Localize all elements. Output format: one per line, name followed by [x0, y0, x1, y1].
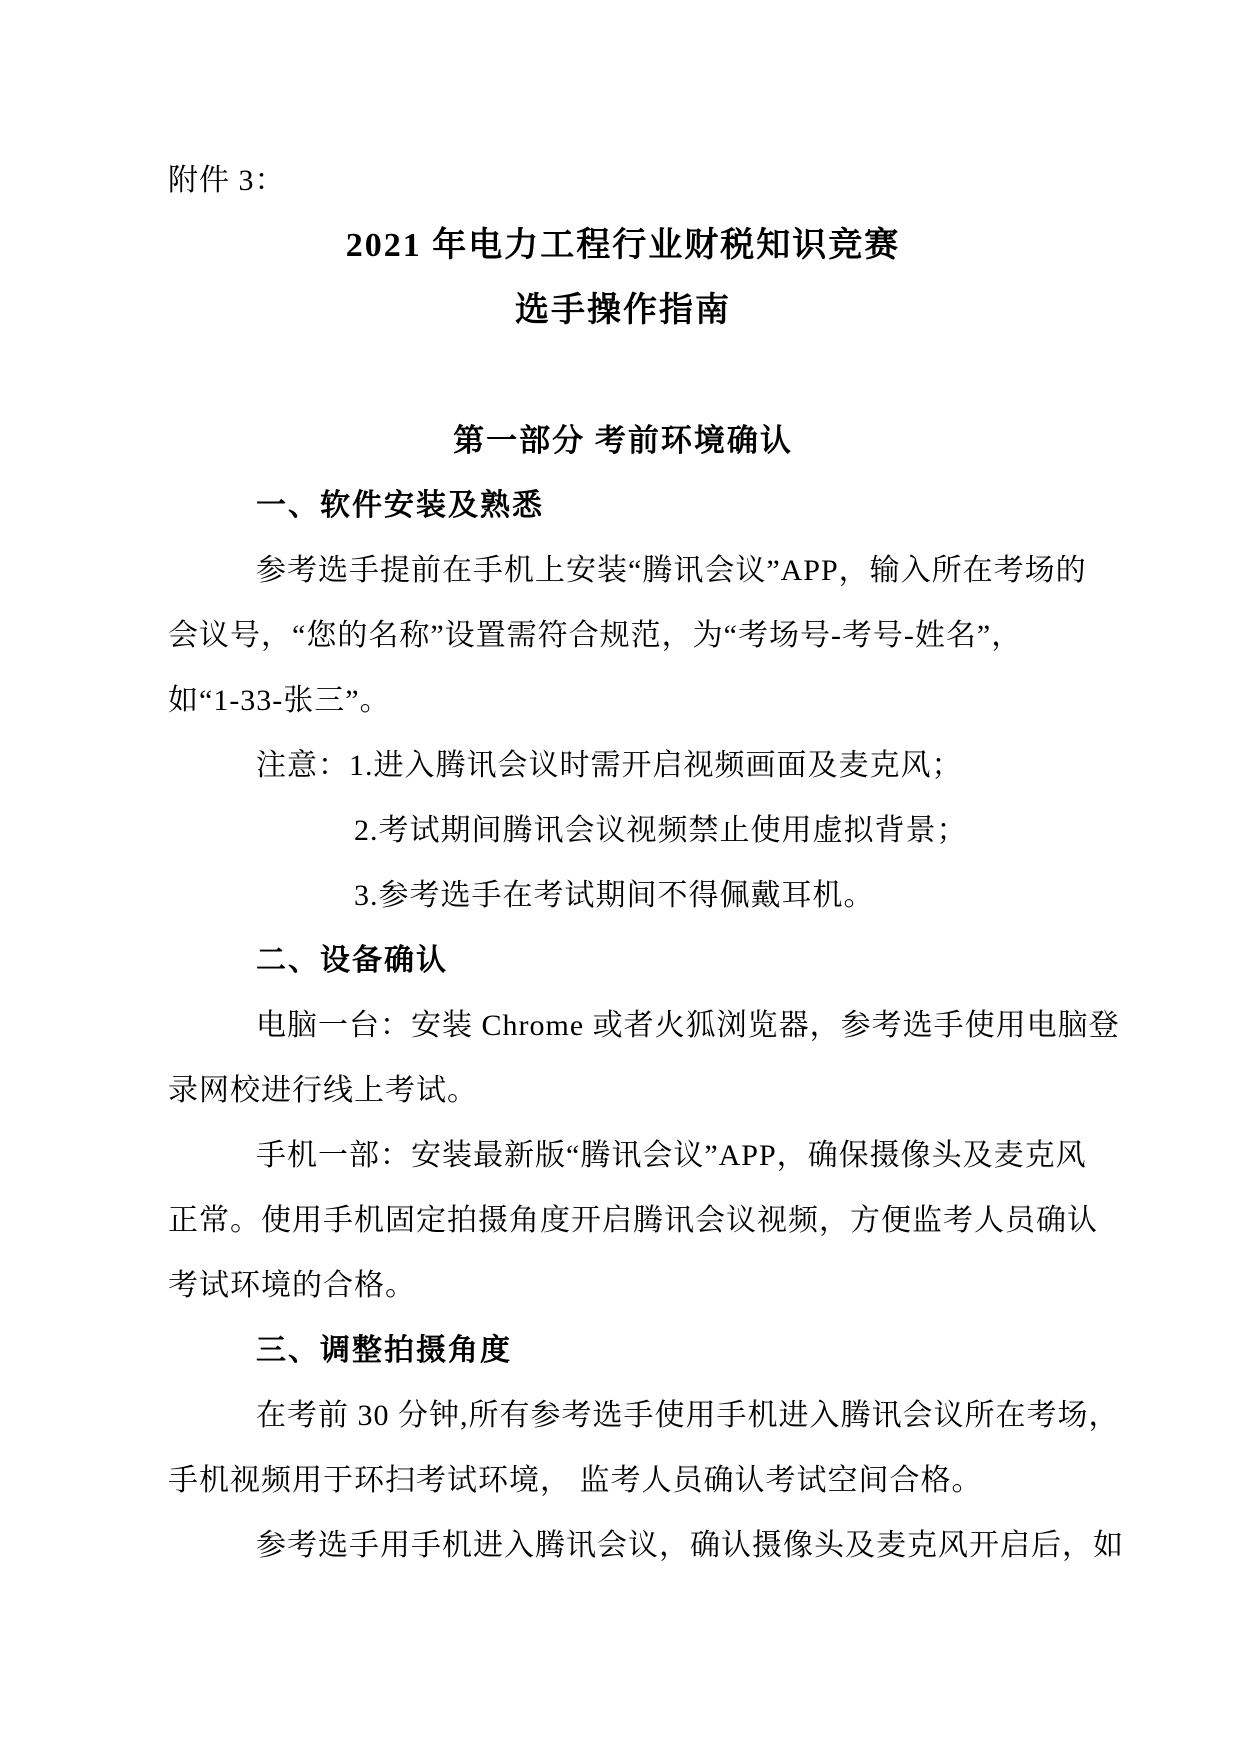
text-line: 会议号，“您的名称”设置需符合规范，为“考场号-考号-姓名”， — [168, 619, 1023, 652]
section-2-heading: 二、设备确认 — [256, 944, 448, 977]
attachment-label: 附件 3： — [168, 164, 286, 197]
document-title-line-2: 选手操作指南 — [515, 292, 731, 329]
text-line: 录网校进行线上考试。 — [168, 1074, 478, 1107]
text-line: 电脑一台：安装 Chrome 或者火狐浏览器，参考选手使用电脑登 — [256, 1009, 1120, 1042]
text-line: 参考选手提前在手机上安装“腾讯会议”APP，输入所在考场的 — [256, 554, 1087, 587]
text-line: 在考前 30 分钟,所有参考选手使用手机进入腾讯会议所在考场， — [256, 1399, 1120, 1432]
document-title-line-1: 2021 年电力工程行业财税知识竞赛 — [345, 227, 901, 264]
text-line: 正常。使用手机固定拍摄角度开启腾讯会议视频，方便监考人员确认 — [168, 1204, 1098, 1237]
section-3-heading: 三、调整拍摄角度 — [256, 1334, 512, 1367]
text-line: 手机视频用于环扫考试环境， 监考人员确认考试空间合格。 — [168, 1464, 983, 1497]
text-line: 手机一部：安装最新版“腾讯会议”APP，确保摄像头及麦克风 — [256, 1139, 1087, 1172]
text-line: 考试环境的合格。 — [168, 1269, 416, 1302]
text-line: 如“1-33-张三”。 — [168, 684, 391, 717]
part-heading: 第一部分 考前环境确认 — [453, 423, 793, 458]
note-line: 2.考试期间腾讯会议视频禁止使用虚拟背景； — [354, 814, 968, 847]
section-1-heading: 一、软件安装及熟悉 — [256, 489, 544, 522]
note-line: 3.参考选手在考试期间不得佩戴耳机。 — [354, 879, 875, 912]
text-line: 参考选手用手机进入腾讯会议，确认摄像头及麦克风开启后，如 — [256, 1529, 1124, 1562]
note-line: 注意：1.进入腾讯会议时需开启视频画面及麦克风； — [256, 749, 963, 782]
